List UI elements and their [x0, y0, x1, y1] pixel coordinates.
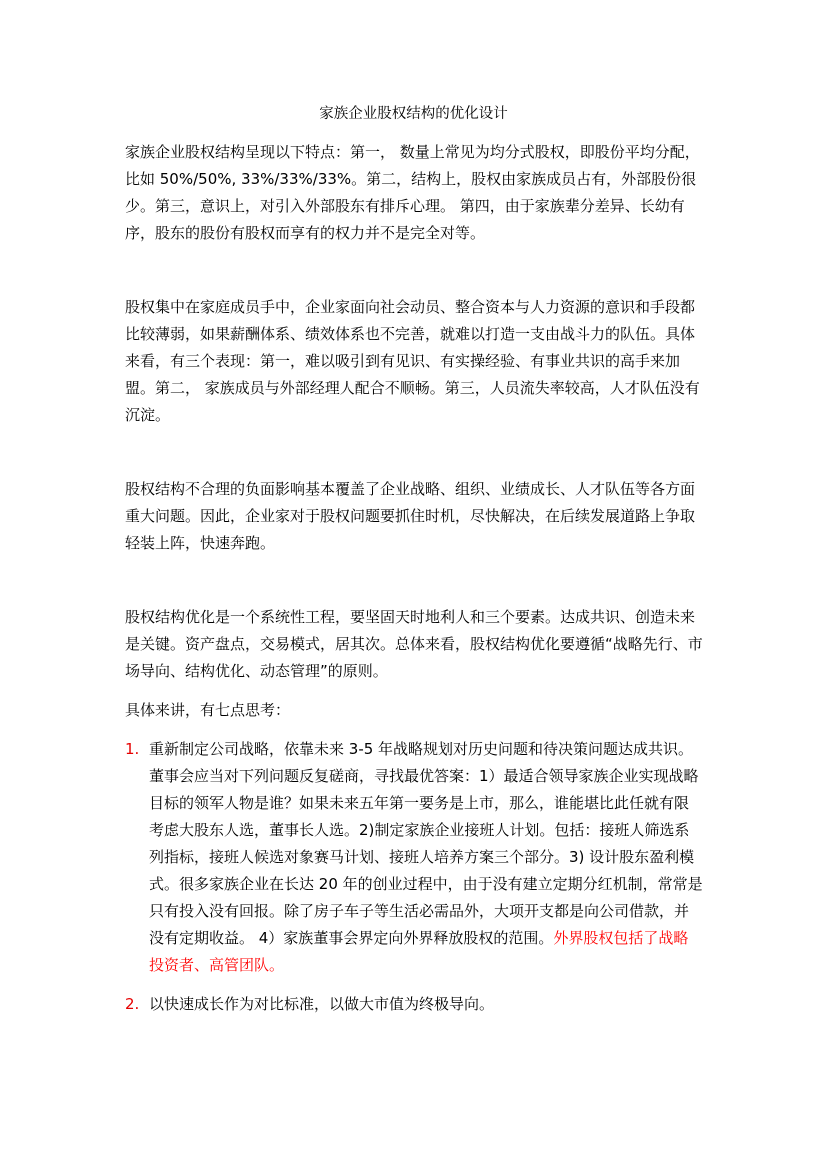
paragraph-spacer: [125, 247, 703, 294]
paragraph-negative-impact: 股权结构不合理的负面影响基本覆盖了企业战略、组织、业绩成长、人才队伍等各方面重大问题。因此，企业家对于股权问题要抓住时机，尽快解决，在后续发展道路上争取轻装上阵，快速奔跑。: [125, 480, 696, 552]
paragraph-spacer: [125, 557, 703, 604]
paragraph-optimization: 股权结构优化是一个系统性工程，要坚固天时地利人和三个要素。达成共识、创造未来是关键。资产盘点，交易模式，居其次。总体来看，股权结构优化要遵循“战略先行、市场导向、结构优化、动态管理”的原则。: [125, 608, 703, 680]
paragraph-concentration: 股权集中在家庭成员手中，企业家面向社会动员、整合资本与人力资源的意识和手段都比较薄弱，如果薪酬体系、绩效体系也不完善，就难以打造一支由战斗力的队伍。具体来看，有三个表现：第一，难以吸引到有见识、有实操经验、有事业共识的高手来加盟。第二， 家族成员与外部经理人配合不顺畅。第三，人员流失率较高，人才队伍没有沉淀。: [125, 298, 700, 424]
list-item-text: 重新制定公司战略，依靠未来 3-5 年战略规划对历史问题和待决策问题达成共识。董事会应当对下列问题反复磋商，寻找最优答案：1）最适合领导家族企业实现战略目标的领军人物是谁？如果未来五年第一要务是上市，那么，谁能堪比此任就有限考虑大股东人选，董事长人选。2)制定家族企业接班人计划。包括：接班人筛选系列指标，接班人候选对象赛马计划、接班人培养方案三个部分。3) 设计股东盈利模式。很多家族企业在长达 20 年的创业过程中，由于没有建立定期分红机制，常常是只有投入没有回报。除了房子车子等生活必需品外，大项开支都是向公司借款，并没有定期收益。 4）家族董事会界定向外界释放股权的范围。: [149, 740, 703, 947]
list-item-text: 以快速成长作为对比标准，以做大市值为终极导向。: [149, 995, 495, 1013]
list-item-highlight: 外界股权包括了战略投资者、高管团队。: [149, 929, 689, 974]
paragraph-spacer: [125, 724, 703, 736]
paragraph-spacer: [125, 429, 703, 476]
list-spacer: [125, 979, 703, 991]
numbered-list: [125, 736, 703, 1018]
paragraph-seven-points-intro: 具体来讲，有七点思考：: [125, 701, 291, 719]
list-item-number: 2.: [125, 995, 140, 1013]
document-title: 家族企业股权结构的优化设计: [319, 106, 508, 122]
paragraph-spacer: [125, 685, 703, 697]
list-item-number: 1.: [125, 740, 140, 758]
document-body: [125, 139, 703, 1018]
list-item: [125, 736, 703, 979]
paragraph-characteristics: 家族企业股权结构呈现以下特点：第一， 数量上常见为均分式股权，即股份平均分配，比如 50%/50%, 33%/33%/33%。第二，结构上，股权由家族成员占有，外部股份很少。第三，意识上，对引入外部股东有排斥心理。 第四，由于家族辈分差异、长幼有序，股东的股份有股权而享有的权力并不是完全对等。: [125, 143, 700, 242]
list-item: [125, 991, 703, 1018]
